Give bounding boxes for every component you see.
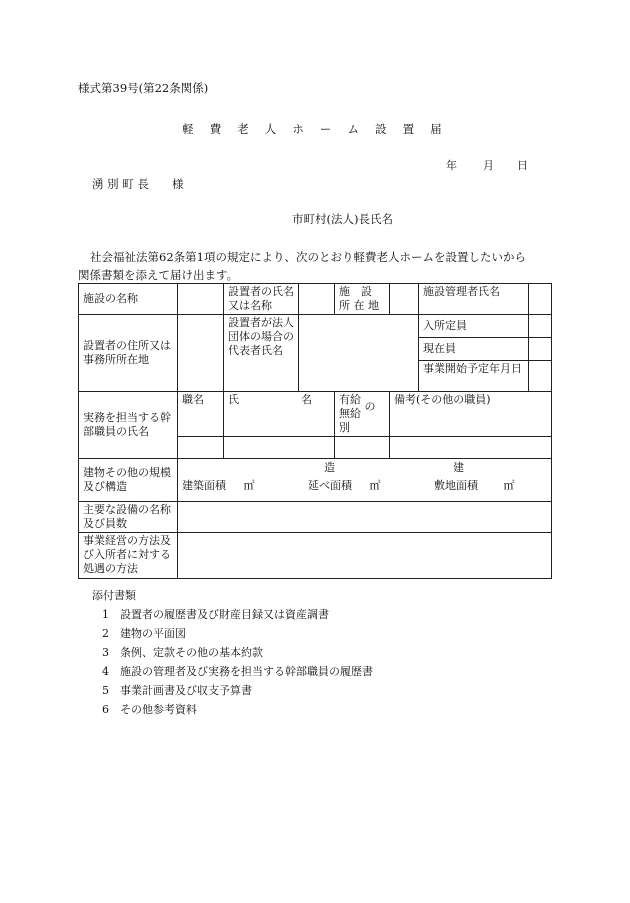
value-representative[interactable] (299, 315, 419, 392)
building-details (178, 459, 552, 502)
form-id: 様式第39号(第22条関係) (78, 81, 209, 95)
value-facility-name[interactable] (178, 284, 224, 315)
list-item (102, 643, 373, 662)
date-year: 年 (446, 159, 457, 172)
body-text (78, 248, 548, 284)
label-founder-name: 設置者の氏名又は名称 (224, 284, 299, 315)
list-item (102, 681, 373, 700)
value-equipment[interactable] (178, 502, 552, 533)
value-job-title[interactable] (178, 437, 224, 459)
label-facility-manager: 施設管理者氏名 (419, 284, 529, 315)
value-paid[interactable] (335, 437, 390, 459)
list-item (102, 624, 373, 643)
label-facility-location: 施 設 所 在 地 (335, 284, 390, 315)
value-founder-address[interactable] (178, 315, 224, 392)
header-paid (335, 392, 390, 437)
header-paid-distinction: の別 (339, 400, 376, 434)
value-facility-manager[interactable] (529, 284, 552, 315)
site-area-label: 敷地面積 (434, 479, 478, 492)
value-facility-location[interactable] (390, 284, 419, 315)
label-staff: 実務を担当する幹部職員の氏名 (79, 392, 178, 459)
list-item-number: 6 (102, 703, 109, 716)
page-title: 軽 費 老 人 ホ ー ム 設 置 届 (182, 122, 448, 136)
list-item-text: その他参考資料 (120, 703, 197, 716)
body-line-2: 関係書類を添えて届け出ます。 (78, 268, 239, 282)
list-item-number: 1 (102, 608, 109, 621)
applicant-label: 市町村(法人)長氏名 (292, 212, 393, 226)
site-area-unit: ㎡ (503, 479, 515, 492)
attachments-list (102, 605, 373, 719)
label-founder-address: 設置者の住所又は事務所所在地 (79, 315, 178, 392)
value-remarks[interactable] (390, 437, 552, 459)
value-capacity[interactable] (529, 315, 552, 338)
floor-area-label: 延べ面積 (308, 479, 352, 492)
building-area-label: 建築面積 (182, 479, 226, 492)
list-item-text: 施設の管理者及び実務を担当する幹部職員の履歴書 (120, 665, 373, 678)
header-paid-unpaid: 有給 無給 (339, 393, 361, 420)
value-founder-name[interactable] (299, 284, 335, 315)
list-item-number: 4 (102, 665, 109, 678)
label-facility-name: 施設の名称 (79, 284, 178, 315)
label-capacity: 入所定員 (419, 315, 529, 338)
list-item (102, 662, 373, 681)
value-management[interactable] (178, 533, 552, 579)
list-item (102, 605, 373, 624)
value-current-residents[interactable] (529, 338, 552, 361)
label-start-date: 事業開始予定年月日 (419, 361, 529, 392)
application-table (78, 283, 552, 579)
addressee: 湧 別 町 長 様 (92, 177, 184, 191)
structure-zo: 造 (324, 461, 335, 474)
header-name-mei: 名 (301, 393, 312, 406)
structure-ken: 建 (453, 461, 464, 474)
header-remarks: 備考(その他の職員) (390, 392, 552, 437)
site-area (434, 479, 515, 493)
label-current-residents: 現在員 (419, 338, 529, 361)
list-item-number: 2 (102, 627, 109, 640)
label-building: 建物その他の規模及び構造 (79, 459, 178, 502)
list-item-text: 事業計画書及び収支予算書 (120, 684, 252, 697)
label-equipment: 主要な設備の名称及び員数 (79, 502, 178, 533)
header-job-title: 職名 (178, 392, 224, 437)
header-name-shi: 氏 (228, 393, 239, 406)
date-month: 月 (483, 159, 494, 172)
header-name (224, 392, 335, 437)
list-item-number: 3 (102, 646, 109, 659)
value-staff-name[interactable] (224, 437, 335, 459)
list-item (102, 700, 373, 719)
building-area-unit: ㎡ (243, 479, 255, 492)
list-item-text: 設置者の履歴書及び財産目録又は資産調書 (120, 608, 329, 621)
label-representative: 設置者が法人団体の場合の代表者氏名 (224, 315, 299, 392)
list-item-text: 条例、定款その他の基本約款 (120, 646, 263, 659)
value-start-date[interactable] (529, 361, 552, 392)
label-management: 事業経営の方法及び入所者に対する処遇の方法 (79, 533, 178, 579)
floor-area (308, 479, 381, 493)
building-area (182, 479, 255, 493)
list-item-number: 5 (102, 684, 109, 697)
attachments-heading: 添付書類 (92, 589, 136, 602)
list-item-text: 建物の平面図 (120, 627, 186, 640)
floor-area-unit: ㎡ (369, 479, 381, 492)
body-line-1: 社会福祉法第62条第1項の規定により、次のとおり軽費老人ホームを設置したいから (90, 250, 526, 264)
date-day: 日 (517, 159, 528, 172)
